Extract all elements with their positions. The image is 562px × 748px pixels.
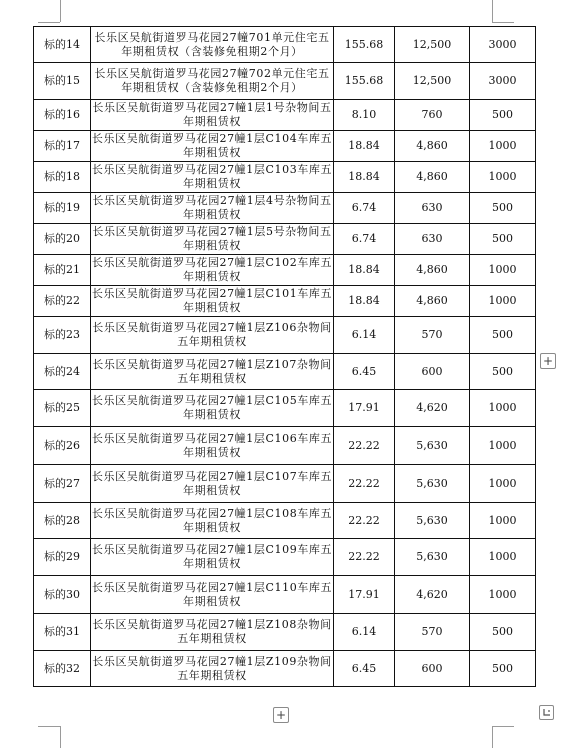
- price-cell[interactable]: 4,860: [395, 286, 470, 317]
- table-row: [34, 317, 536, 354]
- deposit-cell[interactable]: 1000: [470, 162, 536, 193]
- crop-mark-top-left: [60, 0, 61, 22]
- area-cell[interactable]: 6.45: [334, 651, 395, 687]
- price-cell[interactable]: 12,500: [395, 27, 470, 63]
- lot-id-cell[interactable]: 标的19: [34, 193, 91, 224]
- lot-id-cell[interactable]: 标的28: [34, 503, 91, 539]
- description-cell[interactable]: 长乐区吴航街道罗马花园27幢1层C102车库五年期租赁权: [91, 255, 334, 286]
- price-cell[interactable]: 4,860: [395, 131, 470, 162]
- lot-id-cell[interactable]: 标的23: [34, 317, 91, 354]
- table-row: [34, 465, 536, 503]
- crop-mark-bottom-right: [492, 726, 514, 727]
- price-cell[interactable]: 4,860: [395, 162, 470, 193]
- deposit-cell[interactable]: 3000: [470, 63, 536, 100]
- area-cell[interactable]: 155.68: [334, 63, 395, 100]
- lease-lot-table: [33, 26, 536, 687]
- area-cell[interactable]: 6.14: [334, 614, 395, 651]
- area-cell[interactable]: 18.84: [334, 131, 395, 162]
- deposit-cell[interactable]: 500: [470, 354, 536, 390]
- description-cell[interactable]: 长乐区吴航街道罗马花园27幢1层5号杂物间五年期租赁权: [91, 224, 334, 255]
- table-row: [34, 286, 536, 317]
- area-cell[interactable]: 18.84: [334, 255, 395, 286]
- area-cell[interactable]: 22.22: [334, 539, 395, 576]
- table-row: [34, 63, 536, 100]
- price-cell[interactable]: 570: [395, 614, 470, 651]
- crop-mark-top-right: [492, 22, 514, 23]
- price-cell[interactable]: 5,630: [395, 465, 470, 503]
- price-cell[interactable]: 4,860: [395, 255, 470, 286]
- area-cell[interactable]: 6.14: [334, 317, 395, 354]
- price-cell[interactable]: 12,500: [395, 63, 470, 100]
- lot-id-cell[interactable]: 标的20: [34, 224, 91, 255]
- lot-id-cell[interactable]: 标的24: [34, 354, 91, 390]
- deposit-cell[interactable]: 500: [470, 651, 536, 687]
- description-cell[interactable]: 长乐区吴航街道罗马花园27幢1层Z108杂物间五年期租赁权: [91, 614, 334, 651]
- lot-id-cell[interactable]: 标的21: [34, 255, 91, 286]
- lot-id-cell[interactable]: 标的26: [34, 427, 91, 465]
- deposit-cell[interactable]: 500: [470, 193, 536, 224]
- area-cell[interactable]: 8.10: [334, 100, 395, 131]
- description-cell[interactable]: 长乐区吴航街道罗马花园27幢1层1号杂物间五年期租赁权: [91, 100, 334, 131]
- table-row: [34, 354, 536, 390]
- description-cell[interactable]: 长乐区吴航街道罗马花园27幢1层C103车库五年期租赁权: [91, 162, 334, 193]
- description-cell[interactable]: 长乐区吴航街道罗马花园27幢1层C105车库五年期租赁权: [91, 390, 334, 427]
- table-resize-handle[interactable]: [539, 705, 554, 720]
- crop-mark-bottom-left: [38, 726, 60, 727]
- description-cell[interactable]: 长乐区吴航街道罗马花园27幢1层C104车库五年期租赁权: [91, 131, 334, 162]
- crop-mark-top-right: [492, 0, 493, 22]
- price-cell[interactable]: 5,630: [395, 427, 470, 465]
- deposit-cell[interactable]: 500: [470, 100, 536, 131]
- add-row-button[interactable]: [273, 707, 289, 723]
- table-row: [34, 27, 536, 63]
- table-row: [34, 503, 536, 539]
- description-cell[interactable]: 长乐区吴航街道罗马花园27幢1层Z107杂物间五年期租赁权: [91, 354, 334, 390]
- table-row: [34, 576, 536, 614]
- price-cell[interactable]: 4,620: [395, 390, 470, 427]
- resize-corner-icon: [541, 707, 552, 718]
- price-cell[interactable]: 630: [395, 224, 470, 255]
- table-row: [34, 614, 536, 651]
- deposit-cell[interactable]: 1000: [470, 286, 536, 317]
- deposit-cell[interactable]: 1000: [470, 576, 536, 614]
- lot-id-cell[interactable]: 标的32: [34, 651, 91, 687]
- area-cell[interactable]: 22.22: [334, 465, 395, 503]
- table-body: [34, 27, 536, 687]
- description-cell[interactable]: 长乐区吴航街道罗马花园27幢1层Z106杂物间五年期租赁权: [91, 317, 334, 354]
- description-cell[interactable]: 长乐区吴航街道罗马花园27幢702单元住宅五年期租赁权（含装修免租期2个月）: [91, 63, 334, 100]
- description-cell[interactable]: 长乐区吴航街道罗马花园27幢1层C108车库五年期租赁权: [91, 503, 334, 539]
- description-cell[interactable]: 长乐区吴航街道罗马花园27幢1层C110车库五年期租赁权: [91, 576, 334, 614]
- crop-mark-top-left: [38, 22, 60, 23]
- table-row: [34, 390, 536, 427]
- description-cell[interactable]: 长乐区吴航街道罗马花园27幢1层C109车库五年期租赁权: [91, 539, 334, 576]
- lot-id-cell[interactable]: 标的14: [34, 27, 91, 63]
- table-row: [34, 539, 536, 576]
- lot-id-cell[interactable]: 标的31: [34, 614, 91, 651]
- crop-mark-bottom-left: [60, 726, 61, 748]
- price-cell[interactable]: 5,630: [395, 503, 470, 539]
- area-cell[interactable]: 18.84: [334, 286, 395, 317]
- lot-id-cell[interactable]: 标的16: [34, 100, 91, 131]
- table-row: [34, 131, 536, 162]
- table-row: [34, 651, 536, 687]
- price-cell[interactable]: 630: [395, 193, 470, 224]
- lot-id-cell[interactable]: 标的15: [34, 63, 91, 100]
- table-row: [34, 224, 536, 255]
- area-cell[interactable]: 18.84: [334, 162, 395, 193]
- area-cell[interactable]: 17.91: [334, 576, 395, 614]
- lot-id-cell[interactable]: 标的25: [34, 390, 91, 427]
- table-row: [34, 255, 536, 286]
- table-row: [34, 193, 536, 224]
- area-cell[interactable]: 155.68: [334, 27, 395, 63]
- price-cell[interactable]: 5,630: [395, 539, 470, 576]
- lot-id-cell[interactable]: 标的29: [34, 539, 91, 576]
- lot-id-cell[interactable]: 标的22: [34, 286, 91, 317]
- description-cell[interactable]: 长乐区吴航街道罗马花园27幢1层C106车库五年期租赁权: [91, 427, 334, 465]
- price-cell[interactable]: 4,620: [395, 576, 470, 614]
- table-row: [34, 162, 536, 193]
- area-cell[interactable]: 22.22: [334, 503, 395, 539]
- price-cell[interactable]: 600: [395, 354, 470, 390]
- lot-id-cell[interactable]: 标的27: [34, 465, 91, 503]
- area-cell[interactable]: 6.45: [334, 354, 395, 390]
- price-cell[interactable]: 760: [395, 100, 470, 131]
- lot-id-cell[interactable]: 标的17: [34, 131, 91, 162]
- description-cell[interactable]: 长乐区吴航街道罗马花园27幢1层C101车库五年期租赁权: [91, 286, 334, 317]
- deposit-cell[interactable]: 500: [470, 317, 536, 354]
- deposit-cell[interactable]: 1000: [470, 255, 536, 286]
- table-row: [34, 427, 536, 465]
- area-cell[interactable]: 17.91: [334, 390, 395, 427]
- table-row: [34, 100, 536, 131]
- area-cell[interactable]: 6.74: [334, 193, 395, 224]
- plus-icon: +: [542, 354, 554, 368]
- deposit-cell[interactable]: 1000: [470, 390, 536, 427]
- crop-mark-bottom-right: [492, 726, 493, 748]
- description-cell[interactable]: 长乐区吴航街道罗马花园27幢701单元住宅五年期租赁权（含装修免租期2个月）: [91, 27, 334, 63]
- deposit-cell[interactable]: 1000: [470, 503, 536, 539]
- description-cell[interactable]: 长乐区吴航街道罗马花园27幢1层C107车库五年期租赁权: [91, 465, 334, 503]
- price-cell[interactable]: 570: [395, 317, 470, 354]
- deposit-cell[interactable]: 1000: [470, 131, 536, 162]
- area-cell[interactable]: 6.74: [334, 224, 395, 255]
- deposit-cell[interactable]: 500: [470, 224, 536, 255]
- plus-icon: +: [275, 708, 287, 722]
- deposit-cell[interactable]: 1000: [470, 465, 536, 503]
- description-cell[interactable]: 长乐区吴航街道罗马花园27幢1层Z109杂物间五年期租赁权: [91, 651, 334, 687]
- deposit-cell[interactable]: 1000: [470, 427, 536, 465]
- deposit-cell[interactable]: 1000: [470, 539, 536, 576]
- deposit-cell[interactable]: 500: [470, 614, 536, 651]
- lot-id-cell[interactable]: 标的18: [34, 162, 91, 193]
- add-column-button[interactable]: [540, 353, 556, 369]
- lot-id-cell[interactable]: 标的30: [34, 576, 91, 614]
- area-cell[interactable]: 22.22: [334, 427, 395, 465]
- deposit-cell[interactable]: 3000: [470, 27, 536, 63]
- price-cell[interactable]: 600: [395, 651, 470, 687]
- description-cell[interactable]: 长乐区吴航街道罗马花园27幢1层4号杂物间五年期租赁权: [91, 193, 334, 224]
